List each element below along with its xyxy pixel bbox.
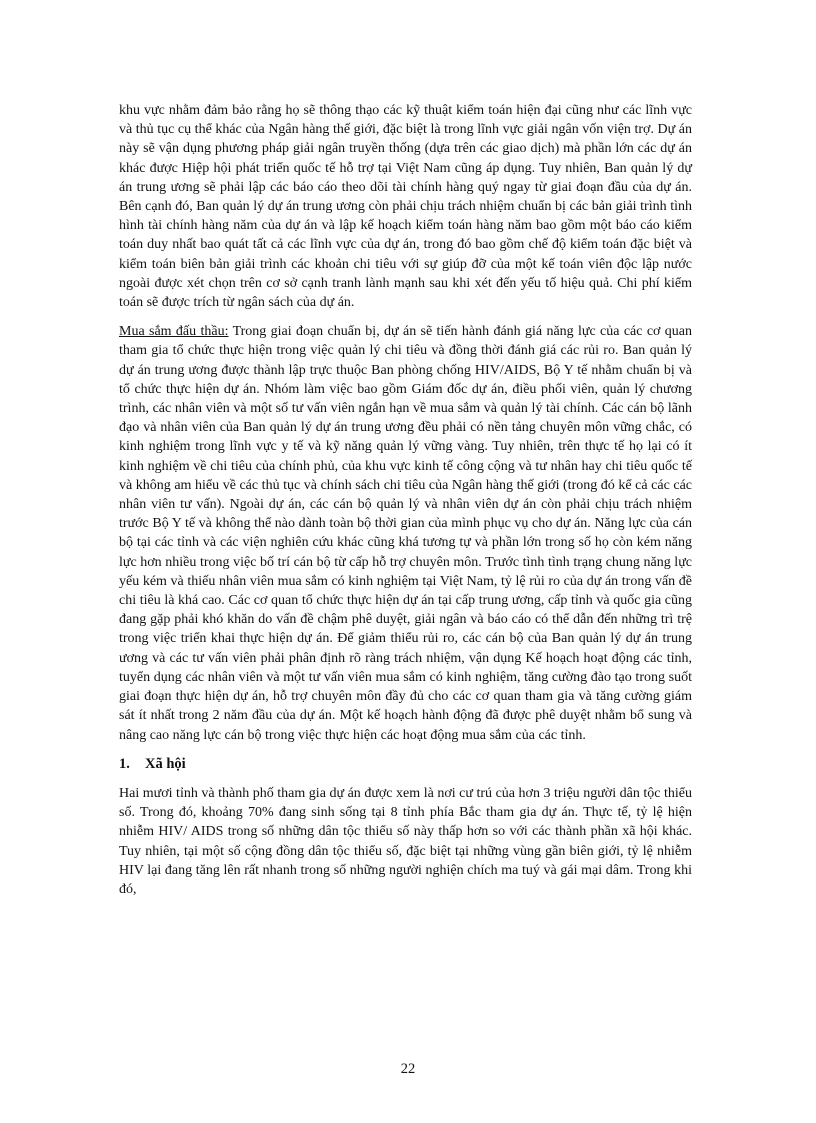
section-title: Xã hội [145, 755, 186, 772]
paragraph-procurement [119, 322, 692, 744]
procurement-body: Trong giai đoạn chuẩn bị, dự án sẽ tiến hành đánh giá năng lực của các cơ quan tham gia tổ chức thực hiện trong việc quản lý chi tiêu và đồng thời đánh giá các rủi ro. Ban quản lý dự án trung ương được thành lập trực thuộc Ban phòng chống HIV/AIDS, Bộ Y tế nhằm chuẩn bị và tổ chức thực hiện dự án. Nhóm làm việc bao gồm Giám đốc dự án, điều phối viên, quản lý chương trình, các nhân viên và một số tư vấn viên ngắn hạn về mua sắm và quản lý tài chính. Các cán bộ lãnh đạo và nhân viên của Ban quản lý dự án trung ương đều phải có nền tảng chuyên môn vững chắc, có kinh nghiệm trong lĩnh vực y tế và kỹ năng quản lý vững vàng. Tuy nhiên, trên thực tế họ lại có ít kinh nghiệm về chi tiêu của chính phủ, của khu vực kinh tế công cộng và tư nhân hay chi tiêu quốc tế và không am hiểu về các thủ tục và chính sách chi tiêu của Ngân hàng thế giới (trong đó kể cả các các nhân viên tư vấn). Ngoài dự án, các cán bộ quản lý và nhân viên dự án còn phải chịu trách nhiệm trước Bộ Y tế và không thể nào dành toàn bộ thời gian của mình phục vụ cho dự án. Năng lực của cán bộ tại các tỉnh và các viện nghiên cứu khác cũng khá tương tự và phần lớn trong số họ còn kém năng lực hơn nhiều trong việc bố trí cán bộ từ cấp hỗ trợ chuyên môn. Trước tình tình trạng chung năng lực yếu kém và thiếu nhân viên mua sắm có kinh nghiệm tại Việt Nam, tỷ lệ rủi ro của dự án trong vấn đề chi tiêu là khá cao. Các cơ quan tổ chức thực hiện dự án tại cấp trung ương, cấp tỉnh và quốc gia cũng đang gặp phải khó khăn do vấn đề chậm phê duyệt, giải ngân và báo cáo có thể dẫn đến những trì trệ trong việc triển khai thực hiện dự án. Để giảm thiểu rủi ro, các cán bộ của Ban quản lý dự án trung ương và các tư vấn viên phải phân định rõ ràng trách nhiệm, vận dụng Kế hoạch hoạt động các tỉnh, tuyển dụng các nhân viên và một tư vấn viên mua sắm có kinh nghiệm, tăng cường đào tạo trong suốt giai đoạn thực hiện dự án, hỗ trợ chuyên môn đầy đủ cho các cơ quan tham gia và tăng cường giám sát ít nhất trong 2 năm đầu của dự án. Một kế hoạch hành động đã được phê duyệt nhằm bổ sung và nâng cao năng lực cán bộ trong việc thực hiện các hoạt động mua sắm của các tỉnh. [119, 324, 692, 743]
procurement-lead-in: Mua sắm đấu thầu: [119, 324, 229, 340]
section-heading [119, 755, 692, 774]
section-number: 1. [119, 755, 130, 772]
body-text [119, 101, 692, 909]
page-number: 22 [400, 1061, 416, 1077]
paragraph-social: Hai mươi tỉnh và thành phố tham gia dự án được xem là nơi cư trú của hơn 3 triệu người dân tộc thiểu số. Trong đó, khoảng 70% đang sinh sống tại 8 tỉnh phía Bắc tham gia dự án. Thực tế, tỷ lệ hiện nhiễm HIV/ AIDS trong số những dân tộc thiểu số này thấp hơn so với các thành phần xã hội khác. Tuy nhiên, tại một số cộng đồng dân tộc thiểu số, đặc biệt tại những vùng gần biên giới, tỷ lệ nhiễm HIV lại đang tăng lên rất nhanh trong số những người nghiện chích ma tuý và gái mại dâm. Trong khi đó, [119, 785, 692, 897]
paragraph-audit: khu vực nhằm đảm bảo rằng họ sẽ thông thạo các kỹ thuật kiểm toán hiện đại cũng như các lĩnh vực và thủ tục cụ thể khác của Ngân hàng thế giới, đặc biệt là trong lĩnh vực giải ngân vốn viện trợ. Dự án này sẽ vận dụng phương pháp giải ngân truyền thống (dựa trên các giao dịch) mà phần lớn các dự án khác được Hiệp hội phát triển quốc tế hỗ trợ tại Việt Nam cũng áp dụng. Tuy nhiên, Ban quản lý dự án trung ương sẽ phải lập các báo cáo theo dõi tài chính hàng quý ngay từ giai đoạn đầu của dự án. Bên cạnh đó, Ban quản lý dự án trung ương còn phải chịu trách nhiệm chuẩn bị các bản giải trình tình hình tài chính hàng năm của dự án và lập kế hoạch kiểm toán hàng năm bao gồm một báo cáo kiểm toán duy nhất bao quát tất cả các lĩnh vực của dự án, trong đó bao gồm chế độ kiểm toán đặc biệt và kiểm toán biên bản giải trình các khoản chi tiêu với sự giúp đỡ của một kế toán viên độc lập nước ngoài được xét chọn trên cơ sở cạnh tranh lành mạnh sau khi xét đến yếu tố hiệu quả. Chi phí kiểm toán sẽ được trích từ ngân sách của dự án. [119, 103, 692, 311]
